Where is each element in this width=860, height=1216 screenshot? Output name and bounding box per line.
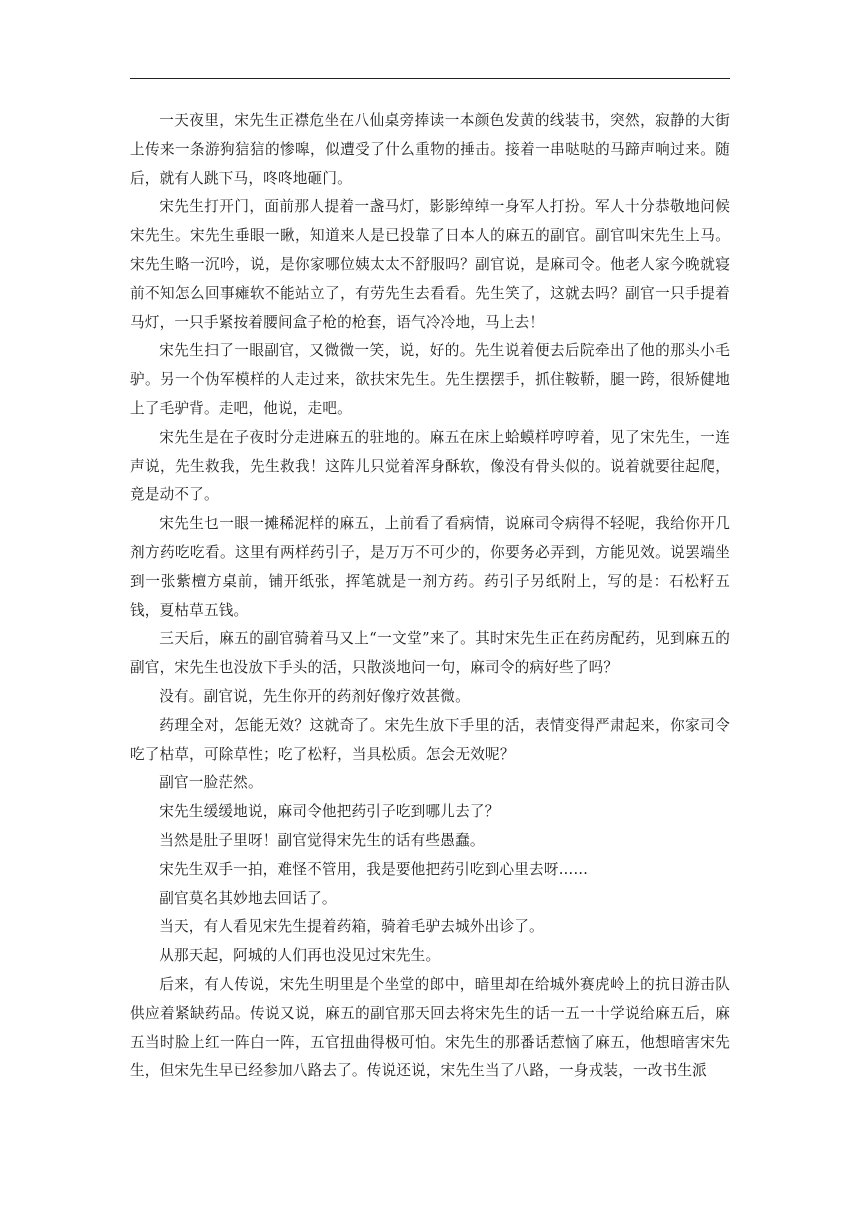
paragraph: 宋先生双手一拍，难怪不管用，我是要他把药引吃到心里去呀…… bbox=[159, 860, 589, 878]
paragraph: 三天后，麻五的副官骑着马又上“一文堂”来了。其时宋先生正在药房配药，见到麻五的副官，宋先生也没放下手头的活，只散淡地问一句，麻司令的病好些了吗？ bbox=[130, 630, 730, 677]
paragraph: 宋先生是在子夜时分走进麻五的驻地的。麻五在床上蛤蟆样哼哼着，见了宋先生，一连声说，先生救我，先生救我！这阵儿只觉着浑身酥软，像没有骨头似的。说着就要往起爬，竟是动不了。 bbox=[130, 428, 730, 504]
paragraph: 副官一脸茫然。 bbox=[159, 774, 263, 792]
paragraph: 当天，有人看见宋先生提着药箱，骑着毛驴去城外出诊了。 bbox=[159, 918, 544, 936]
paragraph: 宋先生乜一眼一摊稀泥样的麻五，上前看了看病情，说麻司令病得不轻呢，我给你开几剂方药吃吃看。这里有两样药引子，是万万不可少的，你要务必弄到，方能见效。说罢端坐到一张紫檀方桌前，铺开纸张，挥笔就是一剂方药。药引子另纸附上，写的是：石松籽五钱，夏枯草五钱。 bbox=[130, 515, 730, 619]
paragraph: 宋先生缓缓地说，麻司令他把药引子吃到哪儿去了？ bbox=[159, 803, 500, 821]
document-page bbox=[130, 0, 730, 1216]
paragraph: 没有。副官说，先生你开的药剂好像疗效甚微。 bbox=[159, 687, 470, 705]
header-rule bbox=[130, 78, 730, 79]
paragraph: 宋先生打开门，面前那人提着一盏马灯，影影绰绰一身军人打扮。军人十分恭敬地问候宋先生。宋先生垂眼一瞅，知道来人是已投靠了日本人的麻五的副官。副官叫宋先生上马。宋先生略一沉吟，说，是你家哪位姨太太不舒服吗？副官说，是麻司令。他老人家今晚就寝前不知怎么回事瘫软不能站立了，有劳先生去看看。先生笑了，这就去吗？副官一只手提着马灯，一只手紧按着腰间盒子枪的枪套，语气冷冷地，马上去！ bbox=[130, 198, 730, 331]
paragraph: 从那天起，阿城的人们再也没见过宋先生。 bbox=[159, 947, 441, 965]
paragraph: 药理全对，怎能无效？这就奇了。宋先生放下手里的活，表情变得严肃起来，你家司令吃了枯草，可除草性；吃了松籽，当具松质。怎会无效呢？ bbox=[130, 716, 730, 763]
paragraph: 当然是肚子里呀！副官觉得宋先生的话有些愚蠢。 bbox=[159, 831, 485, 849]
paragraph: 一天夜里，宋先生正襟危坐在八仙桌旁捧读一本颜色发黄的线装书，突然，寂静的大街上传来一条游狗狺狺的惨嗥，似遭受了什么重物的捶击。接着一串哒哒的马蹄声响过来。随后，就有人跳下马，咚咚地砸门。 bbox=[130, 112, 730, 187]
paragraph: 副官莫名其妙地去回话了。 bbox=[159, 889, 337, 907]
paragraph: 后来，有人传说，宋先生明里是个坐堂的郎中，暗里却在给城外赛虎岭上的抗日游击队供应着紧缺药品。传说又说，麻五的副官那天回去将宋先生的话一五一十学说给麻五后，麻五当时脸上红一阵白一阵，五官扭曲得极可怕。宋先生的那番话惹恼了麻五，他想暗害宋先生，但宋先生早已经参加八路去了。传说还说，宋先生当了八路，一身戎装，一改书生派 bbox=[130, 975, 730, 1080]
paragraph: 宋先生扫了一眼副官，又微微一笑，说，好的。先生说着便去后院牵出了他的那头小毛驴。另一个伪军模样的人走过来，欲扶宋先生。先生摆摆手，抓住鞍鞒，腿一跨，很矫健地上了毛驴背。走吧，他说，走吧。 bbox=[130, 342, 730, 417]
story-body bbox=[130, 107, 730, 1086]
